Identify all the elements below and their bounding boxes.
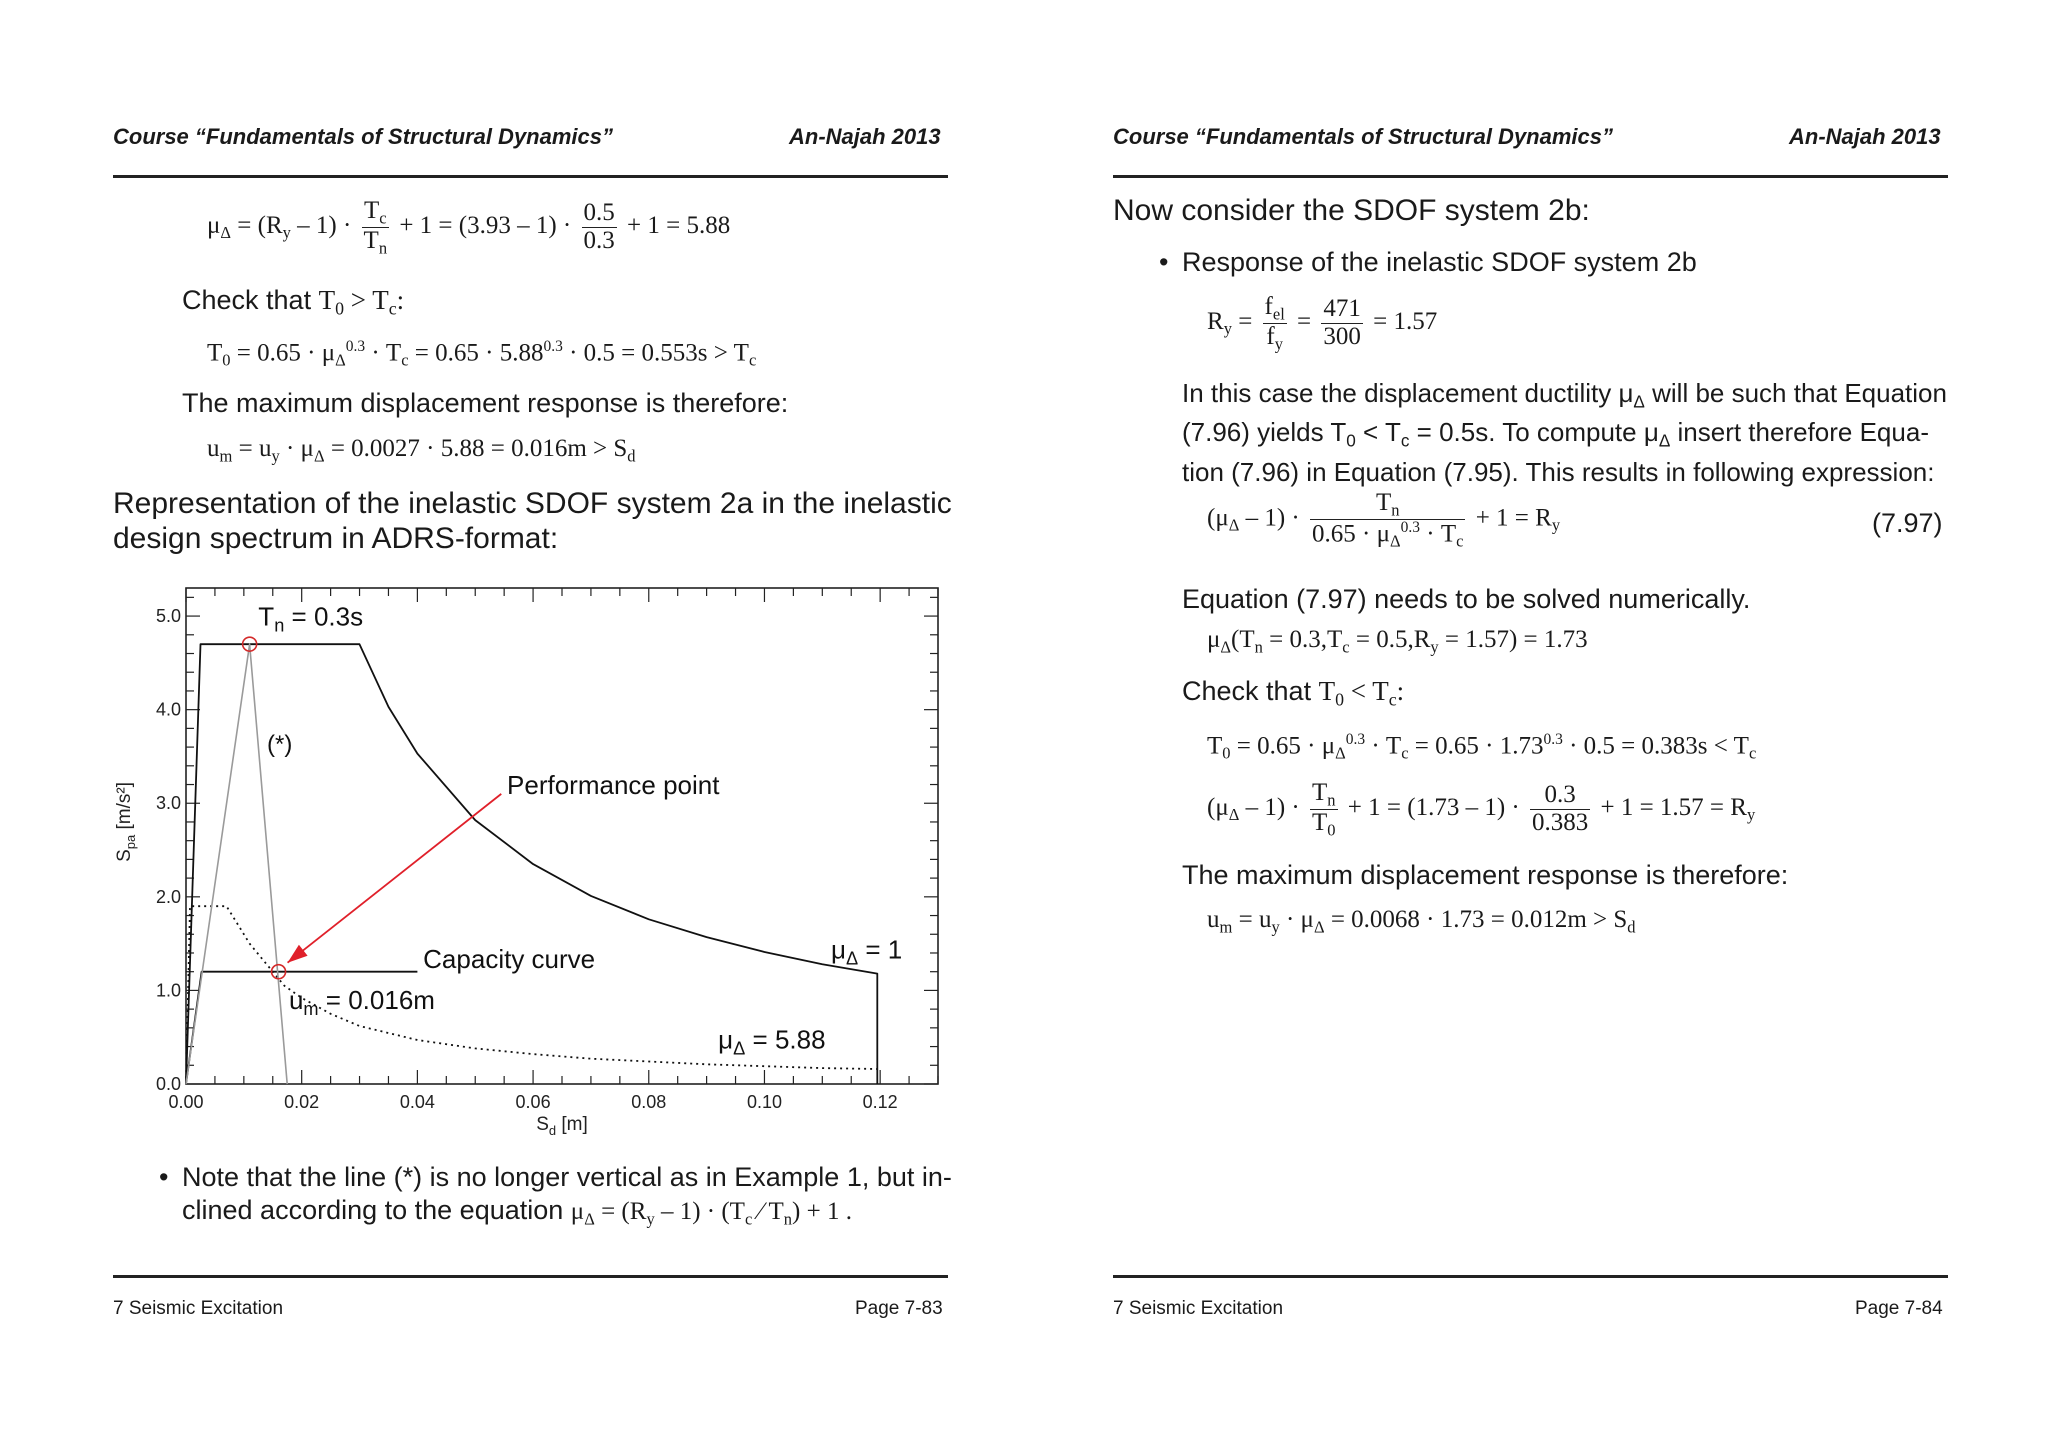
right-page [1024,0,2048,1448]
performance-label: Performance point [507,769,720,800]
adrs-chart [100,570,960,1138]
check-line: Check that $T_0 > T_c$: [182,285,405,319]
equation-mu-ductility: $\mu_\Delta = (R_y - 1)$ · $\frac{T_c}{T_n}$ + 1 = (3.93 – 1) · $\frac{0.5}{0.3}$ + 1 = 5.88 [207,197,731,257]
mu1-label: $\mu_\Delta = 1$ [830,934,903,969]
bullet-dot: • [1159,247,1169,277]
header-institution: An-Najah 2013 [1789,124,1941,149]
header-rule [113,175,948,178]
ductility-paragraph: In this case the displacement ductility $\mu_\Delta$ will be such that Equation (7.96) yields $T_0 < T_c = 0.5s$. To compute $\mu_\Delta$ insert therefore Equa- tion (7.96) in Equation (7.95). This results in following expression: [1182,378,1947,487]
equation-t0: $T_0 = 0.65 \cdot \mu_\Delta^{0.3} \cdot T_c = 0.65 \cdot 1.73^{0.3} \cdot 0.5 = 0.383s < T_c$ [1207,731,1757,763]
representation-heading-line1: Representation of the inelastic SDOF system 2a in the inelastic [113,487,952,520]
footer-page-number: Page 7-83 [855,1298,943,1319]
y-tick-label: 1.0 [155,980,181,1001]
mu588-label: $\mu_\Delta = 5.88$ [718,1024,826,1059]
bullet-response: Response of the inelastic SDOF system 2b [1182,247,1697,277]
x-axis-label: $S_d$ [m] [536,1114,588,1138]
max-displacement-text: The maximum displacement response is therefore: [182,388,789,418]
note-line1: Note that the line (*) is no longer vertical as in Example 1, but in- [182,1162,952,1192]
check-line: Check that $T_0 < T_c$: [1182,676,1405,710]
x-tick-label: 0.00 [168,1092,204,1112]
star-label: (*) [266,730,293,758]
numeric-solve-text: Equation (7.97) needs to be solved numerically. [1182,584,1751,614]
header-institution: An-Najah 2013 [789,124,941,149]
note-line2: clined according to the equation $\mu_\Delta = (R_y - 1) \cdot (T_c$ ⁄ $T_n) + 1$ . [182,1195,852,1229]
x-tick-label: 0.04 [399,1092,435,1112]
y-axis-label: $S_{pa}$ [m/s²] [114,781,138,862]
performance-arrowhead [288,945,308,963]
equation-ry: $R_y$ = $\frac{f_{el}}{f_y}$ = $\frac{471}{300}$ = 1.57 [1207,293,1438,353]
note-bullet-dot: • [159,1162,169,1192]
equation-number: (7.97) [1872,508,1943,538]
x-tick-label: 0.06 [515,1092,551,1112]
equation-7-97: $(\mu_\Delta - 1)$ · $\frac{T_n}{0.65 \cdot \mu_\Delta^{0.3} \cdot T_c}$ + $1 = R_y$ [1207,489,1561,551]
footer-rule [1113,1275,1948,1278]
footer-page-number: Page 7-84 [1855,1298,1943,1319]
tn-label: $T_n = 0.3s$ [258,601,364,636]
header-course: Course “Fundamentals of Structural Dynamics” [1113,124,1613,149]
equation-t0: $T_0 = 0.65 \cdot \mu_\Delta^{0.3} \cdot T_c = 0.65 \cdot 5.88^{0.3} \cdot 0.5 = 0.553s > T_c$ [207,338,757,370]
max-displacement-text: The maximum displacement response is therefore: [1182,860,1789,890]
series-line-0 [186,644,877,1084]
x-tick-label: 0.02 [284,1092,320,1112]
capacity-label: Capacity curve [423,943,596,974]
x-tick-label: 0.12 [862,1092,898,1112]
equation-check-ry: $(\mu_\Delta - 1)$ · $\frac{T_n}{T_0}$ + 1 = (1.73 – 1) · $\frac{0.3}{0.383}$ + $1 = 1.57 = R_y$ [1207,779,1756,839]
y-tick-label: 3.0 [155,793,181,814]
series-line-3 [186,644,287,1084]
x-tick-label: 0.10 [746,1092,782,1112]
header-course: Course “Fundamentals of Structural Dynamics” [113,124,613,149]
um-label: $u_m = 0.016m$ [288,985,435,1020]
y-tick-label: 5.0 [155,606,181,627]
header-rule [1113,175,1948,178]
footer-chapter: 7 Seismic Excitation [113,1298,284,1319]
equation-um: $u_m = u_y \cdot \mu_\Delta = 0.0027 \cdot 5.88 = 0.016m > S_d$ [207,435,636,466]
y-tick-label: 0.0 [155,1074,181,1094]
equation-solution: $\mu_\Delta(T_n = 0.3,T_c = 0.5,R_y = 1.57) = 1.73$ [1207,626,1588,657]
x-tick-label: 0.08 [631,1092,667,1112]
footer-chapter: 7 Seismic Excitation [1113,1298,1284,1319]
intro-text: Now consider the SDOF system 2b: [1113,194,1590,227]
equation-um: $u_m = u_y \cdot \mu_\Delta = 0.0068 \cdot 1.73 = 0.012m > S_d$ [1207,906,1636,937]
representation-heading-line2: design spectrum in ADRS-format: [113,522,559,555]
y-tick-label: 2.0 [155,886,181,907]
y-tick-label: 4.0 [155,699,181,720]
footer-rule [113,1275,948,1278]
performance-arrow [288,794,502,963]
